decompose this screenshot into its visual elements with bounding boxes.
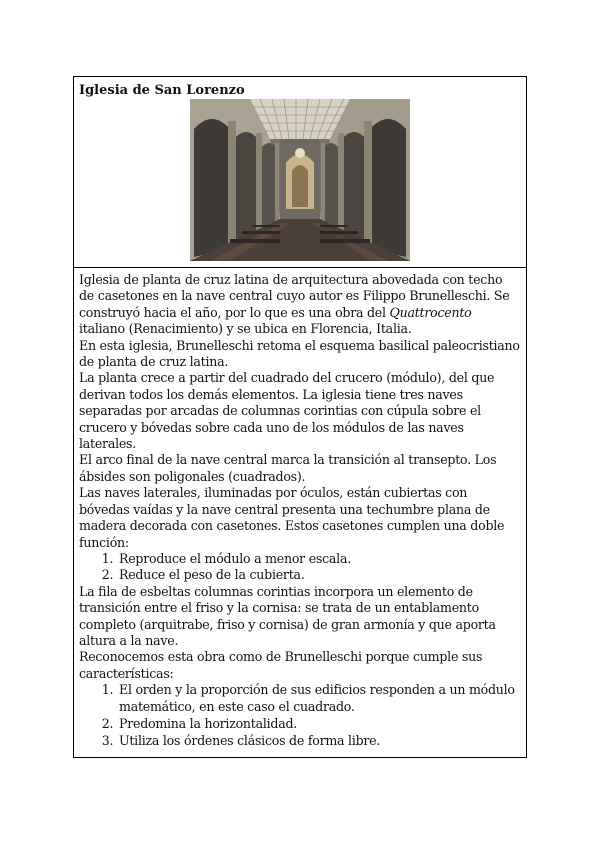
- list-item: 1. El orden y la proporción de sus edificios responden a un módulo matemático, en este caso el cuadrado.: [117, 682, 521, 715]
- list-item: 2. Reduce el peso de la cubierta.: [117, 567, 521, 583]
- document-title: Iglesia de San Lorenzo: [79, 83, 245, 98]
- header-cell: [74, 77, 526, 268]
- paragraph-plan: La planta crece a partir del cuadrado del crucero (módulo), del que derivan todos los demás elementos. La iglesia tiene tres naves separadas por arcadas de columnas corintias con cúpula sobre el crucero y bóvedas sobre cada uno de los módulos de las naves laterales.: [79, 370, 495, 452]
- paragraph-characteristics: Reconocemos esta obra como de Brunelleschi porque cumple sus características:: [79, 649, 483, 681]
- intro-text-b: italiano (Renacimiento) y se ubica en Florencia, Italia.: [79, 321, 412, 337]
- coffer-functions-list: [79, 551, 521, 584]
- church-nave-photo: [190, 99, 410, 261]
- paragraph-naves: Las naves laterales, iluminadas por óculos, están cubiertas con bóvedas vaídas y la nave central presenta una techumbre plana de madera decorada con casetones. Estos casetones cumplen una doble función:: [79, 485, 505, 550]
- list-item: 3. Utiliza los órdenes clásicos de forma libre.: [117, 733, 521, 749]
- info-table: [73, 76, 527, 758]
- intro-text-a: Iglesia de planta de cruz latina de arquitectura abovedada con techo de casetones en la nave central cuyo autor es Filippo Brunelleschi. Se construyó hacia el año, por lo que es una obra del: [79, 272, 510, 320]
- paragraph-arch: El arco final de la nave central marca la transición al transepto. Los ábsides son poligonales (cuadrados).: [79, 452, 497, 484]
- paragraph-basilical: En esta iglesia, Brunelleschi retoma el esquema basilical paleocristiano de planta de cruz latina.: [79, 337, 520, 370]
- intro-text-emphasis: Quattrocento: [389, 304, 472, 320]
- list-item: 2. Predomina la horizontalidad.: [117, 716, 521, 732]
- paragraph-intro: [79, 272, 521, 338]
- description-cell: [74, 268, 526, 757]
- paragraph-columns: La fila de esbeltas columnas corintias incorpora un elemento de transición entre el friso y la cornisa: se trata de un entablamento completo (arquitrabe, friso y cornisa) de gran armonía y que aporta altura a la nave.: [79, 583, 496, 648]
- list-item: 1. Reproduce el módulo a menor escala.: [117, 551, 521, 567]
- characteristics-list: [79, 682, 521, 750]
- church-nave-illustration: [190, 99, 410, 261]
